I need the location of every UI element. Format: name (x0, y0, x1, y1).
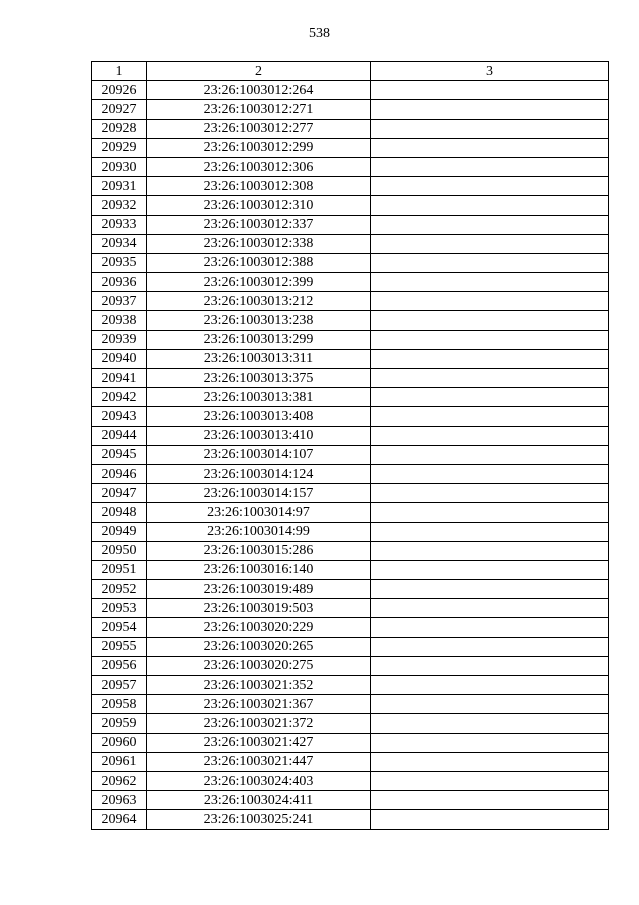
cadastral-number-cell: 23:26:1003015:286 (147, 541, 371, 560)
notes-cell (371, 695, 609, 714)
table-row (92, 637, 609, 656)
header-row (92, 62, 609, 81)
cadastral-number-cell: 23:26:1003014:107 (147, 445, 371, 464)
table-row (92, 656, 609, 675)
cadastral-number-cell: 23:26:1003013:311 (147, 349, 371, 368)
cadastral-number-cell: 23:26:1003014:97 (147, 503, 371, 522)
row-number-cell: 20939 (92, 330, 147, 349)
table-row (92, 522, 609, 541)
row-number-cell: 20953 (92, 599, 147, 618)
row-number-cell: 20936 (92, 273, 147, 292)
table-row (92, 484, 609, 503)
notes-cell (371, 273, 609, 292)
notes-cell (371, 407, 609, 426)
notes-cell (371, 771, 609, 790)
row-number-cell: 20934 (92, 234, 147, 253)
cadastral-number-cell: 23:26:1003020:229 (147, 618, 371, 637)
table-row (92, 292, 609, 311)
notes-cell (371, 560, 609, 579)
cadastral-number-cell: 23:26:1003021:367 (147, 695, 371, 714)
cadastral-number-cell: 23:26:1003012:388 (147, 253, 371, 272)
column-header-3: 3 (371, 62, 609, 81)
notes-cell (371, 810, 609, 829)
table-row (92, 464, 609, 483)
table-row (92, 234, 609, 253)
cadastral-number-cell: 23:26:1003020:275 (147, 656, 371, 675)
table-row (92, 445, 609, 464)
cadastral-number-cell: 23:26:1003020:265 (147, 637, 371, 656)
row-number-cell: 20951 (92, 560, 147, 579)
cadastral-number-cell: 23:26:1003014:157 (147, 484, 371, 503)
notes-cell (371, 522, 609, 541)
registry-table (91, 61, 609, 830)
notes-cell (371, 637, 609, 656)
notes-cell (371, 196, 609, 215)
notes-cell (371, 311, 609, 330)
notes-cell (371, 464, 609, 483)
row-number-cell: 20945 (92, 445, 147, 464)
table-row (92, 810, 609, 829)
row-number-cell: 20927 (92, 100, 147, 119)
notes-cell (371, 292, 609, 311)
row-number-cell: 20926 (92, 81, 147, 100)
notes-cell (371, 138, 609, 157)
row-number-cell: 20928 (92, 119, 147, 138)
table-row (92, 771, 609, 790)
row-number-cell: 20931 (92, 177, 147, 196)
table-row (92, 426, 609, 445)
notes-cell (371, 599, 609, 618)
cadastral-number-cell: 23:26:1003014:124 (147, 464, 371, 483)
cadastral-number-cell: 23:26:1003025:241 (147, 810, 371, 829)
row-number-cell: 20937 (92, 292, 147, 311)
notes-cell (371, 733, 609, 752)
notes-cell (371, 656, 609, 675)
row-number-cell: 20960 (92, 733, 147, 752)
row-number-cell: 20962 (92, 771, 147, 790)
notes-cell (371, 618, 609, 637)
notes-cell (371, 100, 609, 119)
table-row (92, 407, 609, 426)
row-number-cell: 20940 (92, 349, 147, 368)
table-row (92, 618, 609, 637)
notes-cell (371, 177, 609, 196)
column-header-1: 1 (92, 62, 147, 81)
table-row (92, 541, 609, 560)
table-row (92, 157, 609, 176)
table-row (92, 215, 609, 234)
column-header-2: 2 (147, 62, 371, 81)
cadastral-number-cell: 23:26:1003013:410 (147, 426, 371, 445)
table-body (92, 81, 609, 829)
table-row (92, 388, 609, 407)
cadastral-number-cell: 23:26:1003012:277 (147, 119, 371, 138)
cadastral-number-cell: 23:26:1003013:299 (147, 330, 371, 349)
table-row (92, 330, 609, 349)
table-row (92, 752, 609, 771)
notes-cell (371, 580, 609, 599)
row-number-cell: 20956 (92, 656, 147, 675)
row-number-cell: 20958 (92, 695, 147, 714)
table-row (92, 119, 609, 138)
cadastral-number-cell: 23:26:1003019:503 (147, 599, 371, 618)
table-row (92, 253, 609, 272)
notes-cell (371, 791, 609, 810)
table-row (92, 311, 609, 330)
notes-cell (371, 349, 609, 368)
row-number-cell: 20952 (92, 580, 147, 599)
row-number-cell: 20930 (92, 157, 147, 176)
cadastral-number-cell: 23:26:1003021:352 (147, 676, 371, 695)
row-number-cell: 20949 (92, 522, 147, 541)
cadastral-number-cell: 23:26:1003013:212 (147, 292, 371, 311)
cadastral-number-cell: 23:26:1003012:308 (147, 177, 371, 196)
notes-cell (371, 157, 609, 176)
table-row (92, 580, 609, 599)
notes-cell (371, 445, 609, 464)
cadastral-number-cell: 23:26:1003012:399 (147, 273, 371, 292)
notes-cell (371, 752, 609, 771)
cadastral-number-cell: 23:26:1003012:337 (147, 215, 371, 234)
notes-cell (371, 234, 609, 253)
notes-cell (371, 676, 609, 695)
row-number-cell: 20957 (92, 676, 147, 695)
cadastral-number-cell: 23:26:1003012:310 (147, 196, 371, 215)
notes-cell (371, 388, 609, 407)
row-number-cell: 20959 (92, 714, 147, 733)
cadastral-number-cell: 23:26:1003012:299 (147, 138, 371, 157)
notes-cell (371, 81, 609, 100)
notes-cell (371, 215, 609, 234)
notes-cell (371, 330, 609, 349)
row-number-cell: 20950 (92, 541, 147, 560)
cadastral-number-cell: 23:26:1003014:99 (147, 522, 371, 541)
row-number-cell: 20946 (92, 464, 147, 483)
row-number-cell: 20935 (92, 253, 147, 272)
cadastral-number-cell: 23:26:1003012:264 (147, 81, 371, 100)
table-row (92, 676, 609, 695)
row-number-cell: 20943 (92, 407, 147, 426)
row-number-cell: 20933 (92, 215, 147, 234)
table-header (92, 62, 609, 81)
row-number-cell: 20961 (92, 752, 147, 771)
row-number-cell: 20964 (92, 810, 147, 829)
cadastral-number-cell: 23:26:1003013:238 (147, 311, 371, 330)
row-number-cell: 20954 (92, 618, 147, 637)
notes-cell (371, 119, 609, 138)
table-row (92, 138, 609, 157)
table-row (92, 733, 609, 752)
notes-cell (371, 541, 609, 560)
cadastral-number-cell: 23:26:1003012:306 (147, 157, 371, 176)
row-number-cell: 20955 (92, 637, 147, 656)
row-number-cell: 20942 (92, 388, 147, 407)
notes-cell (371, 503, 609, 522)
row-number-cell: 20932 (92, 196, 147, 215)
cadastral-number-cell: 23:26:1003012:338 (147, 234, 371, 253)
notes-cell (371, 714, 609, 733)
notes-cell (371, 484, 609, 503)
table-row (92, 369, 609, 388)
row-number-cell: 20963 (92, 791, 147, 810)
row-number-cell: 20948 (92, 503, 147, 522)
table-row (92, 791, 609, 810)
table-row (92, 599, 609, 618)
table-row (92, 196, 609, 215)
cadastral-number-cell: 23:26:1003021:427 (147, 733, 371, 752)
cadastral-number-cell: 23:26:1003016:140 (147, 560, 371, 579)
cadastral-number-cell: 23:26:1003012:271 (147, 100, 371, 119)
row-number-cell: 20944 (92, 426, 147, 445)
row-number-cell: 20947 (92, 484, 147, 503)
notes-cell (371, 426, 609, 445)
notes-cell (371, 253, 609, 272)
table-row (92, 714, 609, 733)
cadastral-number-cell: 23:26:1003024:403 (147, 771, 371, 790)
row-number-cell: 20941 (92, 369, 147, 388)
table-row (92, 100, 609, 119)
cadastral-number-cell: 23:26:1003024:411 (147, 791, 371, 810)
cadastral-number-cell: 23:26:1003013:381 (147, 388, 371, 407)
table-row (92, 695, 609, 714)
cadastral-number-cell: 23:26:1003019:489 (147, 580, 371, 599)
row-number-cell: 20929 (92, 138, 147, 157)
notes-cell (371, 369, 609, 388)
table-row (92, 503, 609, 522)
row-number-cell: 20938 (92, 311, 147, 330)
table-row (92, 81, 609, 100)
cadastral-number-cell: 23:26:1003013:375 (147, 369, 371, 388)
table-row (92, 273, 609, 292)
cadastral-number-cell: 23:26:1003013:408 (147, 407, 371, 426)
page-number: 538 (309, 26, 330, 41)
cadastral-number-cell: 23:26:1003021:372 (147, 714, 371, 733)
table-row (92, 560, 609, 579)
table-row (92, 349, 609, 368)
table-row (92, 177, 609, 196)
cadastral-number-cell: 23:26:1003021:447 (147, 752, 371, 771)
